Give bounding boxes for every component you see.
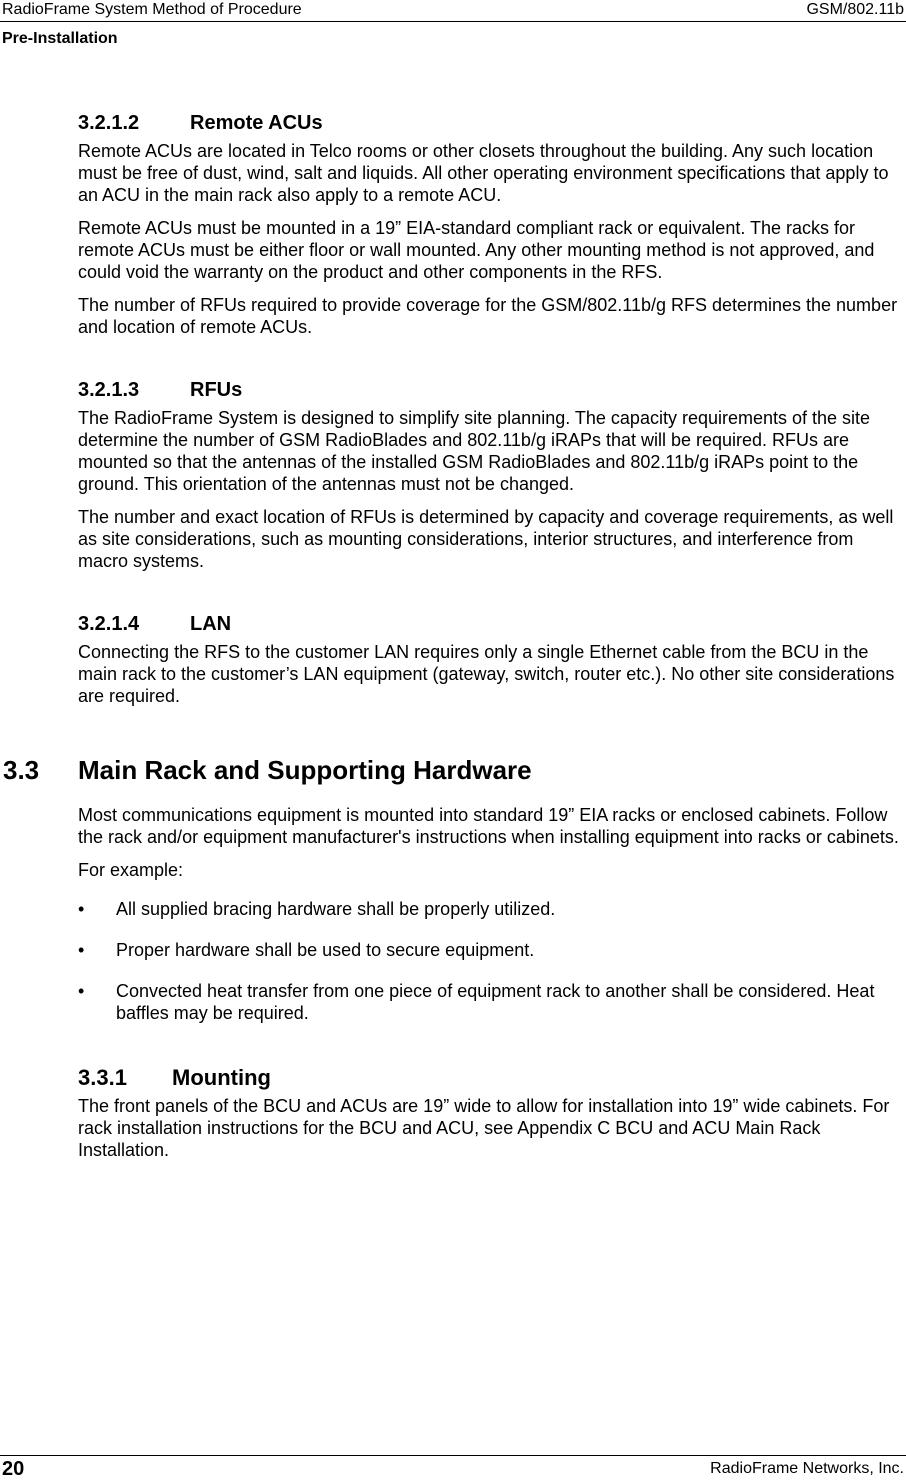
heading-3-3-1 [78, 1063, 906, 1093]
heading-title: Remote ACUs [190, 112, 323, 134]
heading-3-3 [3, 748, 906, 792]
heading-title: Mounting [172, 1065, 271, 1090]
heading-number: 3.3.1 [78, 1065, 127, 1090]
heading-3-2-1-4 [78, 609, 906, 639]
paragraph: Most communications equipment is mounted into standard 19” EIA racks or enclosed cabinets. Follow the rack and/or equipment manufacturer's instructions when installing equipment into racks or cabinets. [78, 805, 899, 847]
list-item: • Convected heat transfer from one piece of equipment rack to another shall be considered. Heat baffles may be required. [78, 981, 875, 1023]
footer-company: RadioFrame Networks, Inc. [710, 1460, 904, 1477]
paragraph: The number of RFUs required to provide coverage for the GSM/802.11b/g RFS determines the number and location of remote ACUs. [78, 295, 898, 337]
bullet-icon: • [78, 899, 85, 919]
header-section-name: Pre-Installation [2, 30, 118, 47]
bullet-icon: • [78, 940, 85, 960]
heading-title: Main Rack and Supporting Hardware [78, 755, 532, 785]
list-item: • All supplied bracing hardware shall be properly utilized. [78, 899, 556, 919]
bullet-icon: • [78, 981, 85, 1001]
heading-3-2-1-3 [78, 375, 906, 405]
header-doc-version: GSM/802.11b [806, 1, 904, 18]
document-body [3, 108, 906, 1172]
paragraph: Remote ACUs are located in Telco rooms or other closets throughout the building. Any such location must be free of dust, wind, salt and liquids. All other operating environment specifications that apply to an ACU in the main rack also apply to a remote ACU. [78, 141, 889, 205]
paragraph: The number and exact location of RFUs is determined by capacity and coverage requirements, as well as site considerations, such as mounting considerations, interior structures, and interference from macro systems. [78, 507, 894, 571]
heading-number: 3.3 [3, 755, 40, 785]
heading-number: 3.2.1.3 [78, 379, 140, 401]
paragraph: The front panels of the BCU and ACUs are 19” wide to allow for installation into 19” wide cabinets. For rack installation instructions for the BCU and ACU, see Appendix C BCU and ACU Main Rack Installation. [78, 1096, 890, 1160]
paragraph: Connecting the RFS to the customer LAN requires only a single Ethernet cable from the BCU in the main rack to the customer’s LAN equipment (gateway, switch, router etc.). No other site considerations are required. [78, 642, 895, 706]
paragraph: The RadioFrame System is designed to simplify site planning. The capacity requirements of the site determine the number of GSM RadioBlades and 802.11b/g iRAPs that will be required. RFUs are mounted so that the antennas of the installed GSM RadioBlades and 802.11b/g iRAPs point to the ground. This orientation of the antennas must not be changed. [78, 408, 871, 494]
heading-title: LAN [190, 613, 232, 635]
paragraph: For example: [78, 860, 184, 880]
page-footer [0, 1455, 906, 1483]
page-number: 20 [2, 1458, 25, 1480]
heading-title: RFUs [190, 379, 243, 401]
heading-3-2-1-2 [78, 108, 906, 138]
heading-number: 3.2.1.2 [78, 112, 140, 134]
bullet-list [78, 898, 906, 1024]
header-doc-title: RadioFrame System Method of Procedure [2, 1, 302, 18]
list-item: • Proper hardware shall be used to secure equipment. [78, 940, 535, 960]
page-header [0, 0, 906, 22]
heading-number: 3.2.1.4 [78, 613, 140, 635]
paragraph: Remote ACUs must be mounted in a 19” EIA-standard compliant rack or equivalent. The racks for remote ACUs must be either floor or wall mounted. Any other mounting method is not approved, and could void the warranty on the product and other components in the RFS. [78, 218, 875, 282]
